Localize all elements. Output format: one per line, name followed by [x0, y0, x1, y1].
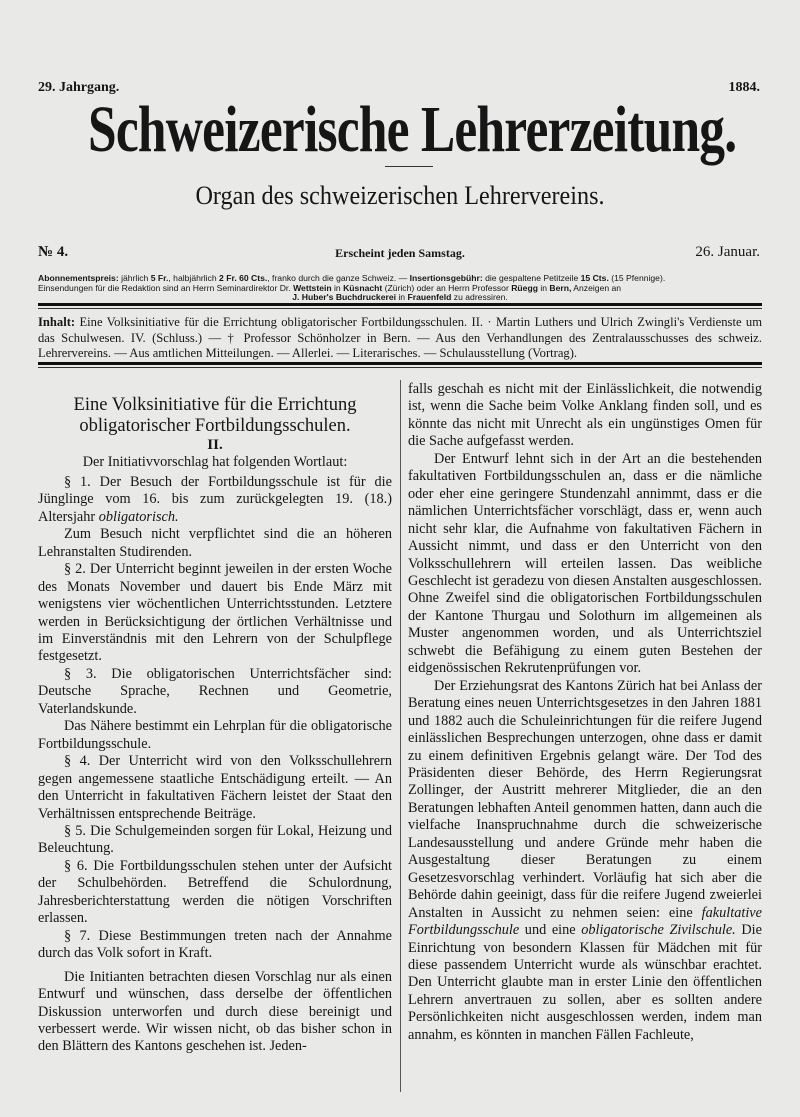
paragraph [38, 474, 392, 526]
issue-number: № 4. [38, 244, 69, 260]
place: Frauenfeld [407, 292, 452, 303]
double-rule [38, 362, 762, 368]
text: jährlich [118, 273, 151, 283]
name: Rüegg [511, 282, 538, 293]
newspaper-title: Schweizerische Lehrerzeitung. [88, 93, 737, 166]
text: , franko durch die ganze Schweiz. — [267, 273, 410, 283]
column-right [408, 381, 762, 1044]
advert-line [38, 293, 762, 303]
paragraph: § 5. Die Schulgemeinden sorgen für Lokal, Heizung und Beleuchtung. [38, 822, 392, 857]
text: Anzeigen an [571, 282, 622, 293]
text: (15 Pfennige). [608, 273, 666, 283]
price: 2 Fr. 60 Cts. [219, 273, 268, 283]
paragraph [408, 678, 762, 1045]
paragraph: Zum Besuch nicht verpflichtet sind die an höheren Lehranstalten Studirenden. [38, 526, 392, 560]
label: Abonnementspreis: [38, 273, 119, 283]
paragraph: Der Initiativvorschlag hat folgenden Wortlaut: [82, 454, 348, 471]
text: in [396, 292, 408, 303]
article-part: II. [207, 437, 223, 453]
paragraph: Der Entwurf lehnt sich in der Art an die bestehenden fakultativen Fortbildungsschulen an, dass er die nämliche oder eher eine geringere Stundenzahl annimmt, dass er die nämlichen Unterrichtsfächer vorschlägt, dass er, wenn auch nicht sehr klar, die Aufnahme von fakultativen Fächern in Aussicht nimmt, und dass er den Unterricht von den Volksschullehrern will erteilen lassen. Das weibliche Geschlecht ist geradezu von diesen Anstalten ausgeschlossen. Ohne Zweifel sind die obligatorischen Fortbildungsschulen der Kantone Thurgau und Solothurn im allgemeinen als Muster angenommen worden, und als Unterrichtsziel schwebt die Befähigung zu einem guten Bestehen der eidgenössischen Rekrutenprüfungen vor. [408, 450, 762, 677]
double-rule [38, 303, 762, 309]
text: Der Erziehungsrat des Kantons Zürich hat bei Anlass der Beratung eines neuen Unterrichtsgesetzes in den Jahren 1881 und 1882 auch die Schuleinrichtungen für die reifere Jugend einlässlichen Besprechungen unterzogen, ohne dass er damit zu einem definitiven Ergebnis gelangt wäre. Der Tod des Präsidenten dieser Behörde, des Herrn Regierungsrat Zollinger, der Austritt mehrerer Mitglieder, die an den Beratungen lebhaften Anteil genommen hatten, dann auch die vielfache Inanspruchnahme durch die schweizerische Landesausstellung und andere Gründe mehr haben die Ausgestaltung dieser Beratungen zu einem Gesetzesvorschlag verhindert. Vorläufig hat sich aber die Behörde dahin geeinigt, dass für die reifere Jugend zweierlei Anstalten in Aussicht zu nehmen seien: eine [408, 677, 762, 921]
paragraph: § 6. Die Fortbildungsschulen stehen unter der Aufsicht der Schulbehörden. Betreffend die Schulordnung, Jahresberichterstattung werden die nötigen Vorschriften erlassen. [38, 857, 392, 927]
emphasis: fakultative Fortbildungsschule [408, 904, 762, 939]
paragraph: § 7. Diese Bestimmungen treten nach der Annahme durch das Volk sofort in Kraft. [38, 927, 392, 962]
text: Einsendungen für die Redaktion sind an Herrn Seminardirektor Dr. [38, 282, 294, 293]
text: in [537, 282, 550, 293]
name: J. Huber's Buchdruckerei [292, 292, 396, 303]
paragraph: § 4. Der Unterricht wird von den Volksschullehrern gegen angemessene staatliche Entschädigung erteilt. — An den Unterricht in fakultativen Fächern leistet der Staat den Verhältnissen entsprechende Beiträge. [38, 753, 392, 822]
text: zu adressiren. [451, 292, 508, 303]
text: , halbjährlich [168, 273, 220, 283]
text: die gespaltene Petitzeile [482, 273, 581, 283]
contents-text: Eine Volksinitiative für die Errichtung obligatorischer Fortbildungsschulen. II. · Martin Luthers und Ulrich Zwingli's Verdienste um das Schulwesen. IV. (Schluss.) — † Professor Schönholzer in Bern. — Aus den Verhandlungen des Zentralausschusses des schweiz. Lehrervereins. — Aus amtlichen Mitteilungen. — Allerlei. — Literarisches. — Schulausstellung (Vortrag). [38, 315, 762, 360]
price: 15 Cts. [580, 273, 609, 283]
place: Bern, [549, 282, 572, 293]
paragraph: Die Initianten betrachten diesen Vorschlag nur als einen Entwurf und wünschen, dass derselbe der öffentlichen Diskussion unterworfen und durch diese bereinigt und verbessert werde. Wir wissen nicht, ob das bisher schon in den Blättern des Kantons geschehen ist. Jeden- [38, 968, 392, 1055]
issue-date: 26. Januar. [695, 244, 760, 260]
article-title: Eine Volksinitiative für die Errichtung obligatorischer Fortbildungsschulen. [73, 395, 357, 436]
text: Die Einrichtung von besondern Klassen für Mädchen mit für diese passendem Unterricht wurde als wünschbar erachtet. Den Unterricht glaubte man in erster Linie den öffentlichen Lehrern anvertrauen zu sollen, aber es sollten andere Persönlichkeiten nicht ausgeschlossen werden, indem man annahm, es könnten in manchen Fällen Fachleute, [408, 922, 763, 1043]
column-left [38, 381, 392, 1056]
label: Insertionsgebühr: [409, 273, 483, 283]
emphasis: obligatorische Zivilschule. [581, 922, 736, 939]
column-divider [400, 380, 401, 1092]
divider [385, 166, 433, 167]
paragraph: § 2. Der Unterricht beginnt jeweilen in der ersten Woche des Monats November und dauert bis Ende März mit wenigstens vier wöchentlichen Unterrichtsstunden. Letztere werden in Berücksichtigung der örtlichen Verhältnisse und im Einverständnis mit den Lehrern von der Schulpflege festgesetzt. [38, 561, 392, 665]
volume-number: 29. Jahrgang. [38, 80, 120, 95]
newspaper-subtitle: Organ des schweizerischen Lehrervereins. [195, 181, 605, 210]
paragraph: Das Nähere bestimmt ein Lehrplan für die obligatorische Fortbildungsschule. [38, 718, 392, 752]
subscription-info [38, 274, 762, 303]
paragraph: falls geschah es nicht mit der Einlässlichkeit, die notwendig ist, wenn die Sache beim Volke Anklang finden soll, und es könnte das nicht mit Unrecht als ein ungünstiges Omen für die Sache aufgefasst werden. [408, 381, 762, 450]
text: (Zürich) oder an Herrn Professor [382, 282, 512, 293]
text: und eine [519, 922, 582, 939]
place: Küsnacht [343, 282, 383, 293]
publication-schedule: Erscheint jeden Samstag. [335, 246, 465, 260]
text: § 1. Der Besuch der Fortbildungsschule ist für die Jünglinge vom 16. bis zum zurückgelegten 19. (18.) Altersjahr [38, 473, 392, 525]
contents-label: Inhalt: [38, 315, 76, 329]
table-of-contents [38, 315, 762, 362]
emphasis: obligatorisch. [98, 508, 179, 525]
name: Wettstein [293, 282, 332, 293]
price: 5 Fr. [150, 273, 169, 283]
publication-year: 1884. [728, 80, 760, 95]
text: in [331, 282, 344, 293]
paragraph: § 3. Die obligatorischen Unterrichtsfächer sind: Deutsche Sprache, Rechnen und Geometrie, Vaterlandskunde. [38, 665, 392, 717]
